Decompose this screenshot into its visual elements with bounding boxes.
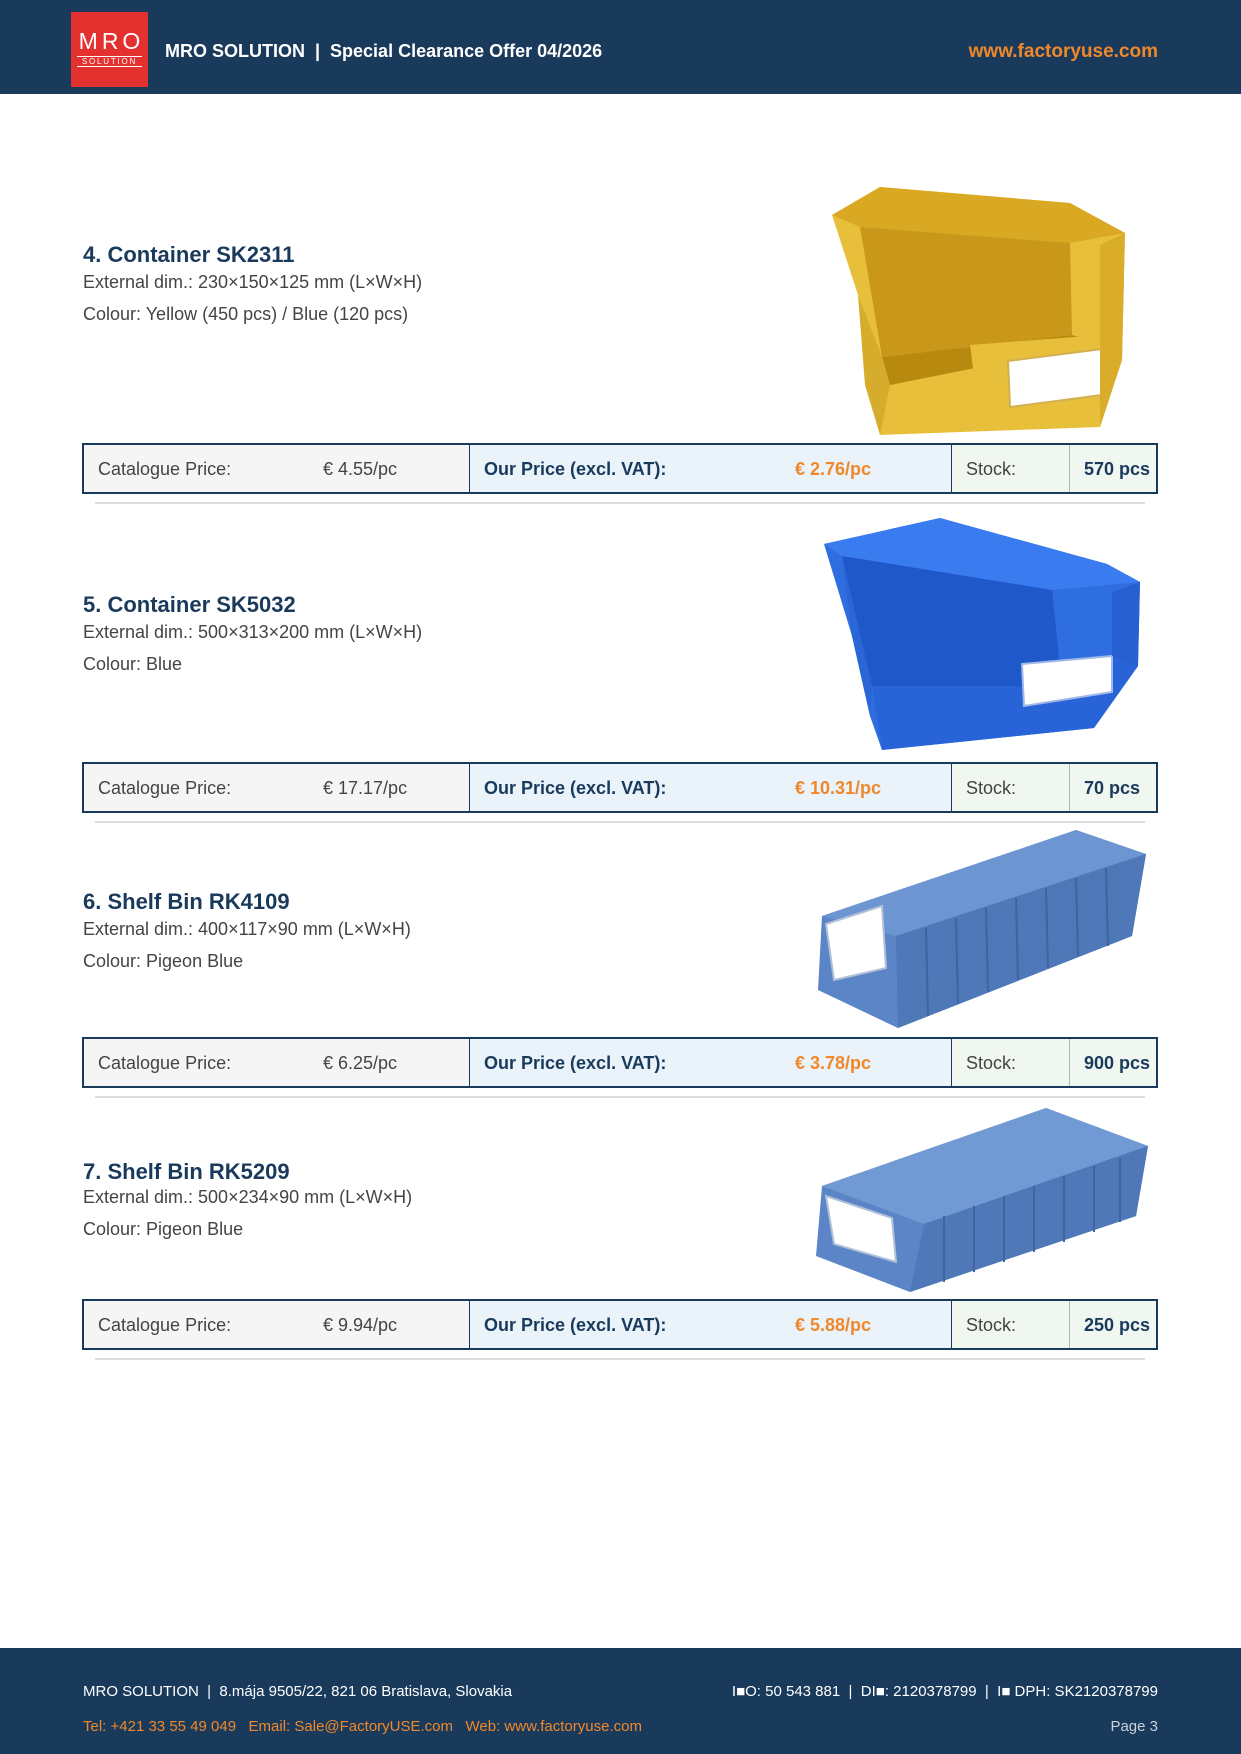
product-title: 6. Shelf Bin RK4109 — [83, 889, 290, 914]
divider — [95, 1096, 1145, 1098]
stock-label: Stock: — [966, 459, 1017, 479]
product-dimensions: External dim.: 500×234×90 mm (L×W×H) — [83, 1187, 413, 1207]
page-number: Page 3 — [1110, 1718, 1158, 1735]
catalogue-price-value: € 9.94/pc — [323, 1315, 398, 1335]
product-dimensions: External dim.: 500×313×200 mm (L×W×H) — [83, 622, 423, 642]
our-price-value: € 5.88/pc — [795, 1315, 872, 1335]
stock-label-cell — [952, 1301, 1070, 1348]
catalogue-price-cell — [84, 1039, 470, 1086]
stock-value-cell — [1070, 1039, 1156, 1086]
stock-value-cell — [1070, 445, 1156, 492]
price-row — [82, 443, 1158, 494]
product-dimensions: External dim.: 230×150×125 mm (L×W×H) — [83, 272, 423, 292]
footer-contact[interactable]: Tel: +421 33 55 49 049 Email: Sale@FactoryUSE.com Web: www.factoryuse.com — [83, 1718, 642, 1735]
our-price-label: Our Price (excl. VAT): — [484, 778, 667, 798]
catalogue-price-cell — [84, 445, 470, 492]
price-row — [82, 762, 1158, 813]
company-logo — [71, 12, 148, 87]
catalogue-price-cell — [84, 764, 470, 811]
page-header — [0, 0, 1241, 94]
stock-value-cell — [1070, 1301, 1156, 1348]
our-price-label: Our Price (excl. VAT): — [484, 459, 667, 479]
footer-address: MRO SOLUTION | 8.mája 9505/22, 821 06 Bratislava, Slovakia — [83, 1683, 513, 1700]
product-title: 7. Shelf Bin RK5209 — [83, 1159, 290, 1184]
page-footer — [0, 1648, 1241, 1754]
blue-container-icon — [822, 516, 1142, 752]
stock-label: Stock: — [966, 1053, 1017, 1073]
catalogue-price-label: Catalogue Price: — [98, 1315, 232, 1335]
product-title: 4. Container SK2311 — [83, 242, 295, 267]
stock-value: 900 pcs — [1084, 1053, 1151, 1073]
catalogue-price-value: € 17.17/pc — [323, 778, 408, 798]
price-row — [82, 1299, 1158, 1350]
stock-label-cell — [952, 1039, 1070, 1086]
shelf-bin-icon — [814, 1106, 1148, 1294]
catalogue-price-value: € 4.55/pc — [323, 459, 398, 479]
catalogue-price-label: Catalogue Price: — [98, 459, 232, 479]
product-colour: Colour: Pigeon Blue — [83, 1219, 244, 1239]
stock-label-cell — [952, 445, 1070, 492]
stock-label-cell — [952, 764, 1070, 811]
catalogue-price-label: Catalogue Price: — [98, 778, 232, 798]
yellow-container-icon — [820, 185, 1130, 437]
divider — [95, 1358, 1145, 1360]
shelf-bin-icon — [816, 828, 1146, 1030]
stock-value-cell — [1070, 764, 1156, 811]
our-price-cell — [470, 1039, 952, 1086]
stock-label: Stock: — [966, 1315, 1017, 1335]
our-price-value: € 3.78/pc — [795, 1053, 872, 1073]
our-price-value: € 10.31/pc — [795, 778, 882, 798]
divider — [95, 502, 1145, 504]
our-price-cell — [470, 764, 952, 811]
our-price-cell — [470, 1301, 952, 1348]
stock-value: 250 pcs — [1084, 1315, 1151, 1335]
our-price-cell — [470, 445, 952, 492]
product-title: 5. Container SK5032 — [83, 592, 296, 617]
product-colour: Colour: Yellow (450 pcs) / Blue (120 pcs) — [83, 304, 409, 324]
header-website-link[interactable]: www.factoryuse.com — [968, 41, 1158, 62]
stock-label: Stock: — [966, 778, 1017, 798]
catalogue-price-label: Catalogue Price: — [98, 1053, 232, 1073]
our-price-label: Our Price (excl. VAT): — [484, 1053, 667, 1073]
product-colour: Colour: Blue — [83, 654, 183, 674]
footer-company-ids: I■O: 50 543 881 | DI■: 2120378799 | I■ DPH: SK2120378799 — [731, 1683, 1158, 1700]
logo-text: MRO — [78, 28, 145, 54]
our-price-label: Our Price (excl. VAT): — [484, 1315, 667, 1335]
price-row — [82, 1037, 1158, 1088]
product-dimensions: External dim.: 400×117×90 mm (L×W×H) — [83, 919, 411, 939]
our-price-value: € 2.76/pc — [795, 459, 872, 479]
stock-value: 570 pcs — [1084, 459, 1151, 479]
logo-subtext: SOLUTION — [77, 56, 142, 67]
catalogue-price-value: € 6.25/pc — [323, 1053, 398, 1073]
product-colour: Colour: Pigeon Blue — [83, 951, 244, 971]
catalogue-price-cell — [84, 1301, 470, 1348]
header-title: MRO SOLUTION | Special Clearance Offer 04/2026 — [165, 41, 603, 61]
divider — [95, 821, 1145, 823]
stock-value: 70 pcs — [1084, 778, 1141, 798]
